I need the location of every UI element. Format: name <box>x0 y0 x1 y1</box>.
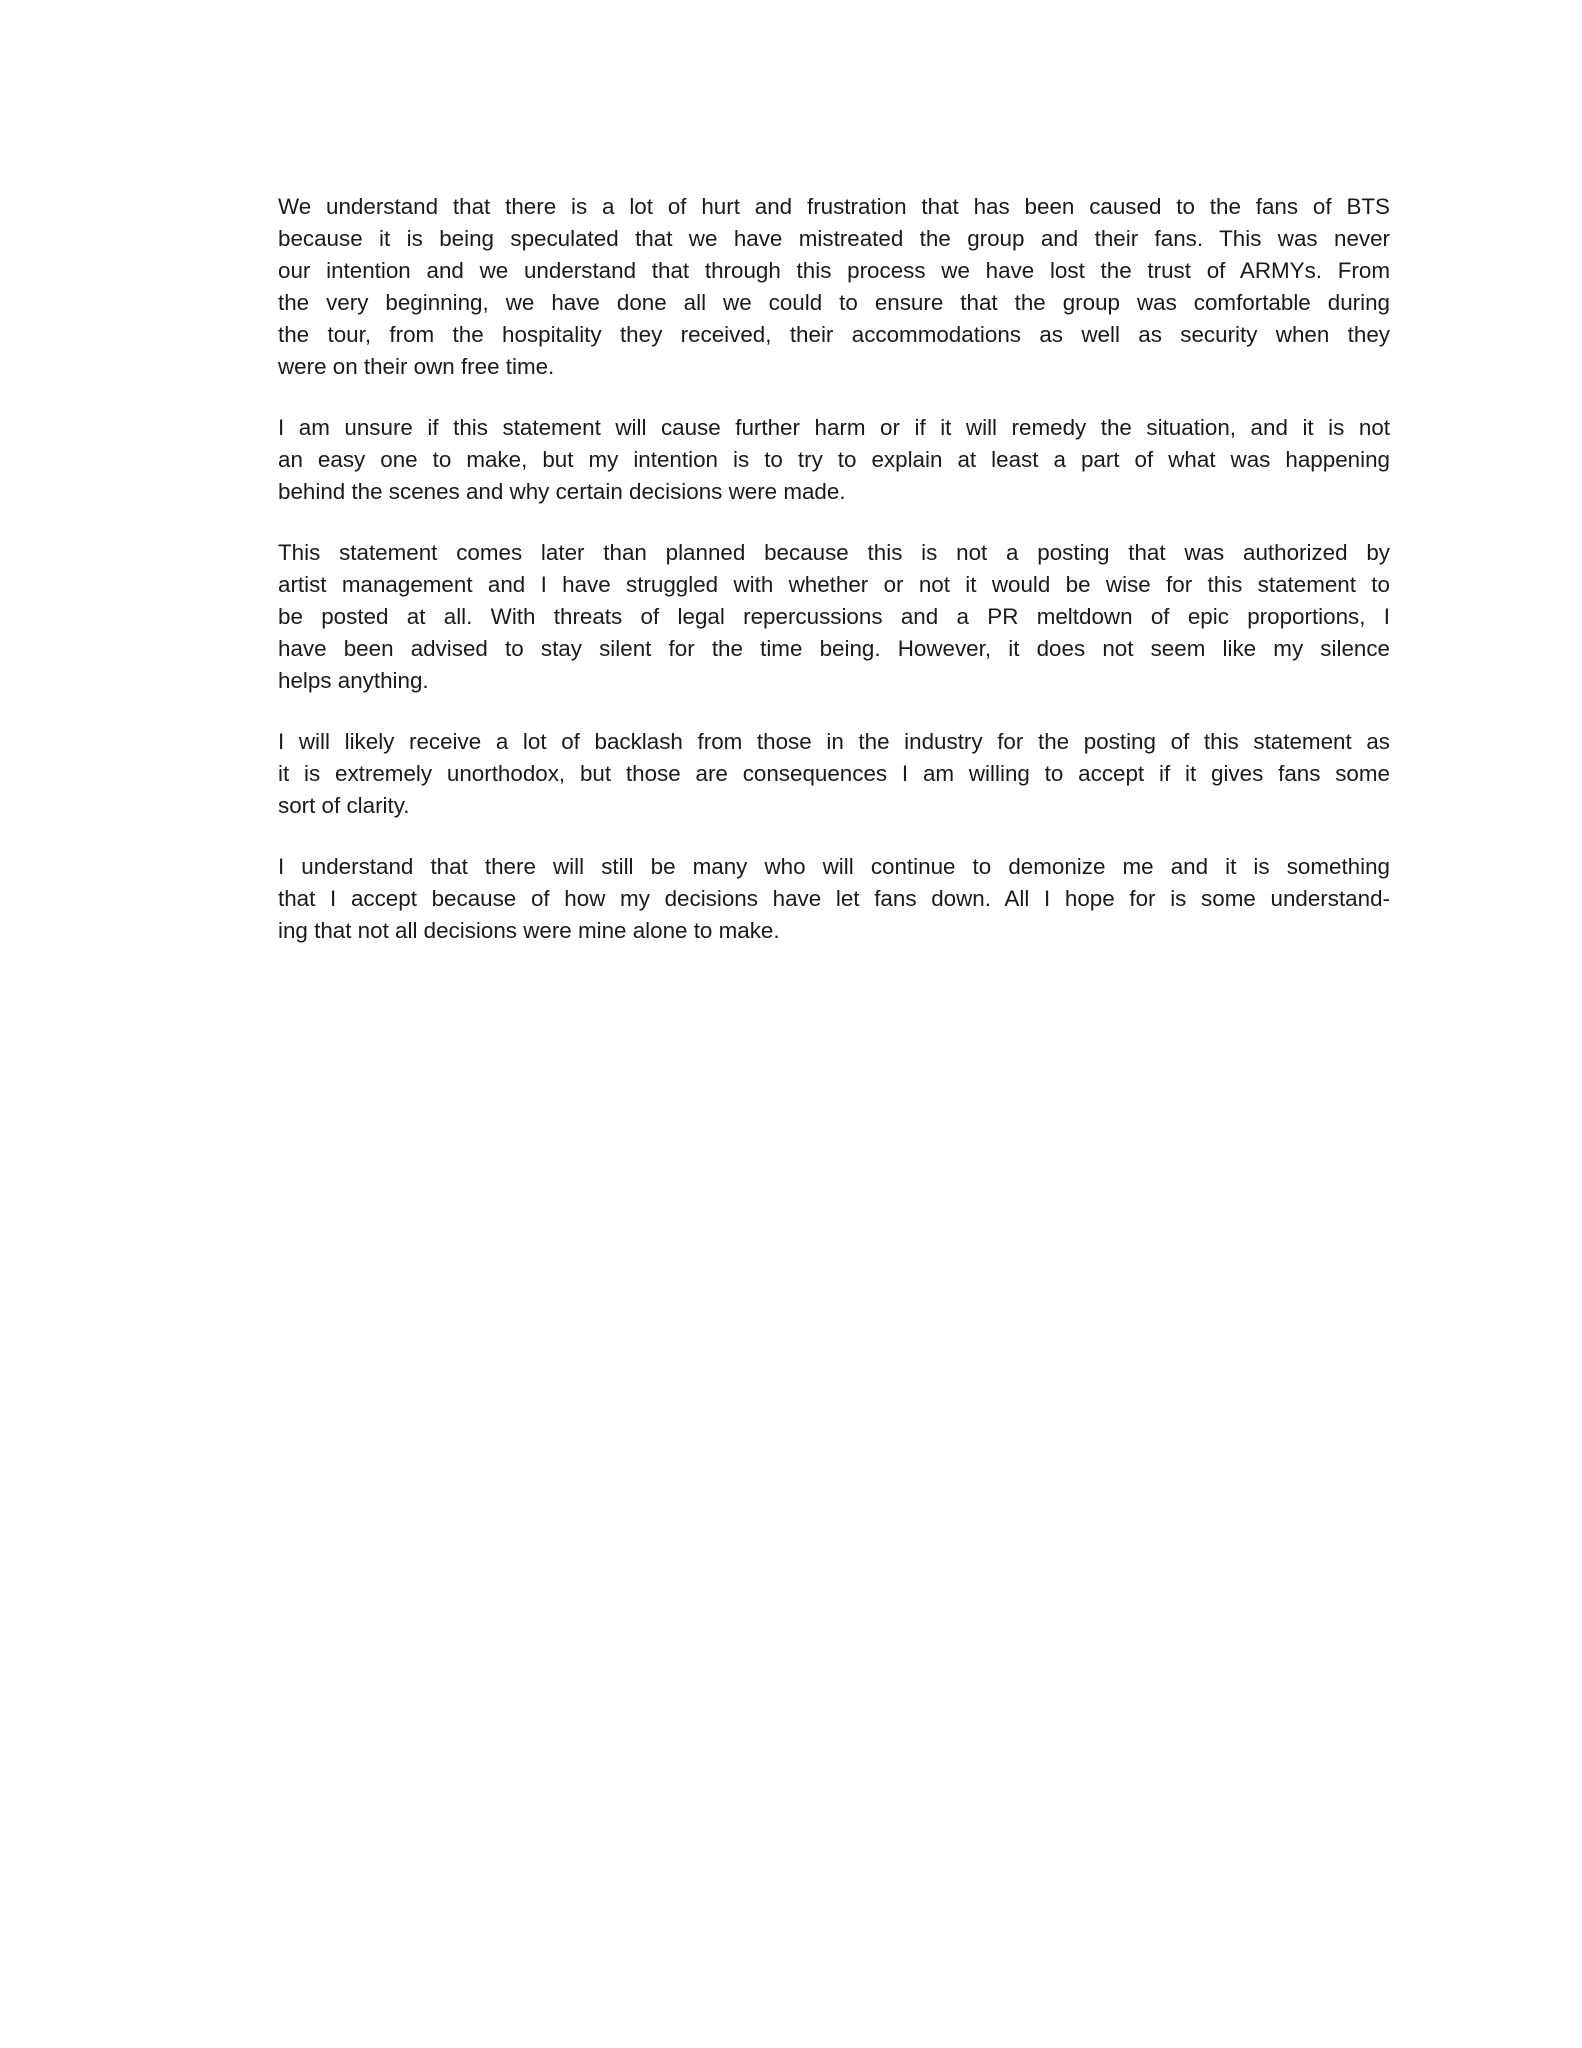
text-line: the very beginning, we have done all we could to ensure that the group was comfortable during <box>278 290 1390 315</box>
paragraph-4 <box>278 726 1390 822</box>
text-line: ing that not all decisions were mine alone to make. <box>278 918 780 943</box>
paragraph-5 <box>278 851 1390 947</box>
text-line: We understand that there is a lot of hurt and frustration that has been caused to the fans of BTS <box>278 194 1390 219</box>
text-line: the tour, from the hospitality they received, their accommodations as well as security when they <box>278 322 1390 347</box>
text-line: I am unsure if this statement will cause further harm or if it will remedy the situation, and it is not <box>278 415 1390 440</box>
statement-text-block <box>278 191 1390 947</box>
text-line: sort of clarity. <box>278 793 410 818</box>
text-line: our intention and we understand that through this process we have lost the trust of ARMYs. From <box>278 258 1390 283</box>
text-line: behind the scenes and why certain decisions were made. <box>278 479 846 504</box>
paragraph-2 <box>278 412 1390 508</box>
paragraph-3 <box>278 537 1390 697</box>
text-line: have been advised to stay silent for the time being. However, it does not seem like my silence <box>278 636 1390 661</box>
text-line: that I accept because of how my decisions have let fans down. All I hope for is some understand- <box>278 886 1390 911</box>
text-line: be posted at all. With threats of legal repercussions and a PR meltdown of epic proportions, I <box>278 604 1390 629</box>
text-line: helps anything. <box>278 668 429 693</box>
text-line: This statement comes later than planned because this is not a posting that was authorized by <box>278 540 1390 565</box>
text-line: were on their own free time. <box>278 354 555 379</box>
text-line: an easy one to make, but my intention is to try to explain at least a part of what was happening <box>278 447 1390 472</box>
text-line: because it is being speculated that we have mistreated the group and their fans. This was never <box>278 226 1390 251</box>
text-line: it is extremely unorthodox, but those are consequences I am willing to accept if it gives fans some <box>278 761 1390 786</box>
text-line: artist management and I have struggled with whether or not it would be wise for this statement to <box>278 572 1390 597</box>
paragraph-1 <box>278 191 1390 383</box>
text-line: I will likely receive a lot of backlash from those in the industry for the posting of this statement as <box>278 729 1390 754</box>
text-line: I understand that there will still be many who will continue to demonize me and it is something <box>278 854 1390 879</box>
